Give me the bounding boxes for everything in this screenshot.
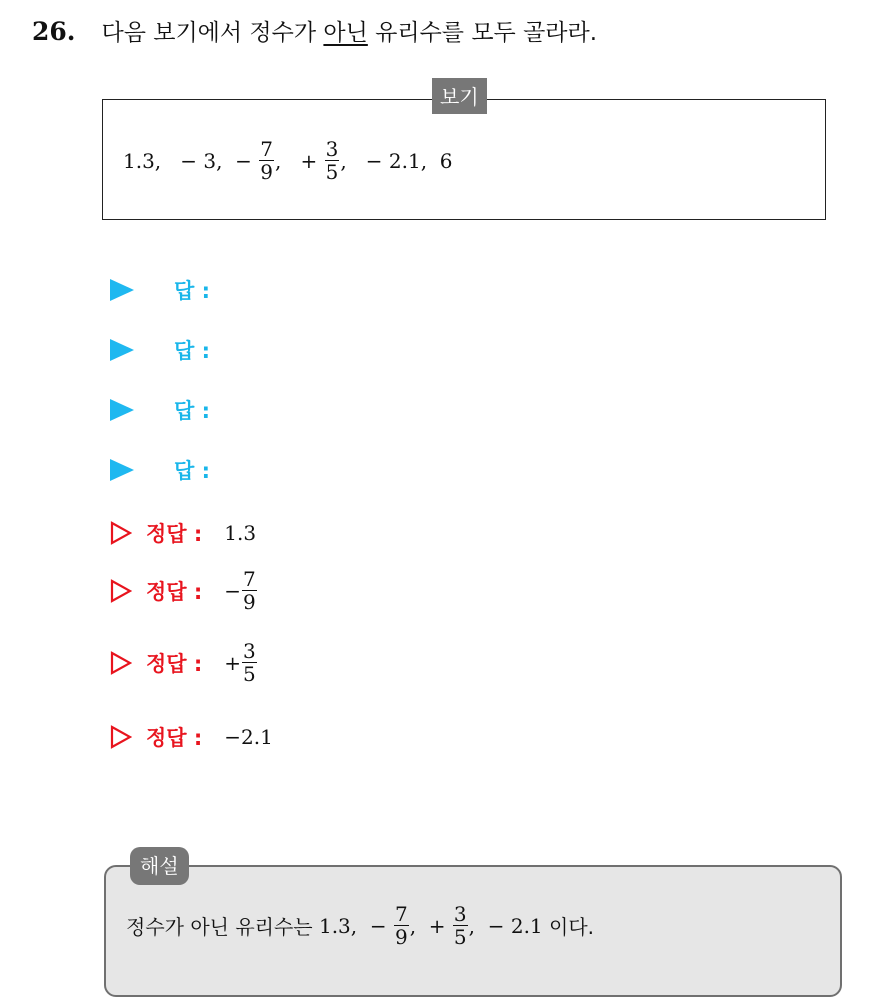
bogi-item-3-numerator: 7 — [260, 137, 274, 161]
play-outline-icon — [110, 521, 132, 545]
correct-answer-value-4: −2.1 — [224, 725, 273, 749]
question-text-before: 다음 보기에서 정수가 — [101, 20, 324, 46]
play-arrow-icon — [110, 339, 134, 361]
explanation-value-3-sign: + — [428, 913, 446, 938]
bogi-item-4-sign: + — [300, 148, 318, 173]
bogi-item-5: − 2.1, — [365, 148, 428, 173]
bogi-item-4-numerator: 3 — [325, 137, 339, 161]
bogi-item-6: 6 — [439, 148, 453, 173]
correct-answer-value-2 — [224, 568, 258, 613]
bogi-item-2: − 3, — [180, 148, 223, 173]
play-outline-icon — [110, 725, 132, 749]
bogi-item-4-denominator: 5 — [325, 160, 339, 184]
explanation-value-4: − 2.1 — [487, 913, 543, 938]
answer-label: 답 : — [174, 399, 210, 423]
play-arrow-icon — [110, 279, 134, 301]
explanation-value-3-denominator: 5 — [453, 925, 467, 949]
play-outline-icon — [110, 651, 132, 675]
question-text — [102, 14, 598, 47]
bogi-items — [123, 138, 453, 183]
bogi-label: 보기 — [432, 78, 487, 114]
answer-label: 답 : — [174, 279, 210, 303]
correct-answer-label: 정답 : — [146, 522, 203, 546]
question-number: 26. — [32, 17, 76, 46]
answer-row-2 — [110, 335, 210, 365]
explanation-value-3-fraction — [453, 903, 468, 948]
correct-answer-3-sign: + — [224, 650, 242, 675]
explanation-value-3-comma: , — [468, 913, 476, 938]
correct-answer-3-denominator: 5 — [243, 662, 256, 686]
correct-answer-value-1: 1.3 — [224, 521, 257, 545]
bogi-item-3-fraction — [259, 138, 274, 183]
answer-row-1 — [110, 275, 210, 305]
explanation-value-2-numerator: 7 — [394, 902, 408, 926]
bogi-item-4-fraction — [325, 138, 340, 183]
explanation-prefix: 정수가 아닌 유리수는 — [126, 915, 313, 939]
answer-label: 답 : — [174, 459, 210, 483]
bogi-item-3-comma: , — [275, 148, 282, 173]
play-arrow-icon — [110, 459, 134, 481]
explanation-label: 해설 — [130, 847, 189, 885]
explanation-value-2-comma: , — [409, 913, 417, 938]
bogi-item-1: 1.3, — [123, 148, 162, 173]
play-outline-icon — [110, 579, 132, 603]
explanation-content — [126, 903, 594, 948]
explanation-value-1: 1.3, — [318, 913, 358, 938]
bogi-item-3-sign: − — [235, 148, 252, 173]
correct-answer-2-fraction — [242, 568, 257, 613]
correct-answer-row-2 — [110, 568, 258, 613]
explanation-value-3-numerator: 3 — [453, 902, 467, 926]
play-arrow-icon — [110, 399, 134, 421]
correct-answer-label: 정답 : — [146, 651, 203, 676]
correct-answer-3-fraction — [242, 640, 257, 685]
explanation-value-2-denominator: 9 — [394, 925, 408, 949]
answer-label: 답 : — [174, 339, 210, 363]
correct-answer-value-3 — [224, 640, 258, 685]
correct-answer-row-3 — [110, 640, 258, 685]
answer-row-4 — [110, 455, 210, 485]
correct-answer-label: 정답 : — [146, 579, 203, 604]
correct-answer-row-4 — [110, 722, 273, 752]
question-text-underlined: 아닌 — [323, 20, 368, 46]
question-header — [32, 14, 597, 47]
explanation-value-2-fraction — [394, 903, 409, 948]
answer-row-3 — [110, 395, 210, 425]
correct-answer-2-denominator: 9 — [243, 590, 256, 614]
bogi-item-4-comma: , — [340, 148, 347, 173]
correct-answer-label: 정답 : — [146, 726, 203, 750]
explanation-suffix: 이다. — [549, 915, 595, 939]
correct-answer-2-sign: − — [224, 578, 242, 603]
correct-answer-row-1 — [110, 518, 256, 548]
correct-answer-3-numerator: 3 — [243, 639, 256, 663]
bogi-item-3-denominator: 9 — [260, 160, 274, 184]
question-text-after: 유리수를 모두 골라라. — [367, 20, 598, 46]
correct-answer-2-numerator: 7 — [243, 567, 256, 591]
explanation-box — [104, 854, 842, 997]
explanation-value-2-sign: − — [369, 913, 387, 938]
bogi-box — [102, 85, 826, 220]
